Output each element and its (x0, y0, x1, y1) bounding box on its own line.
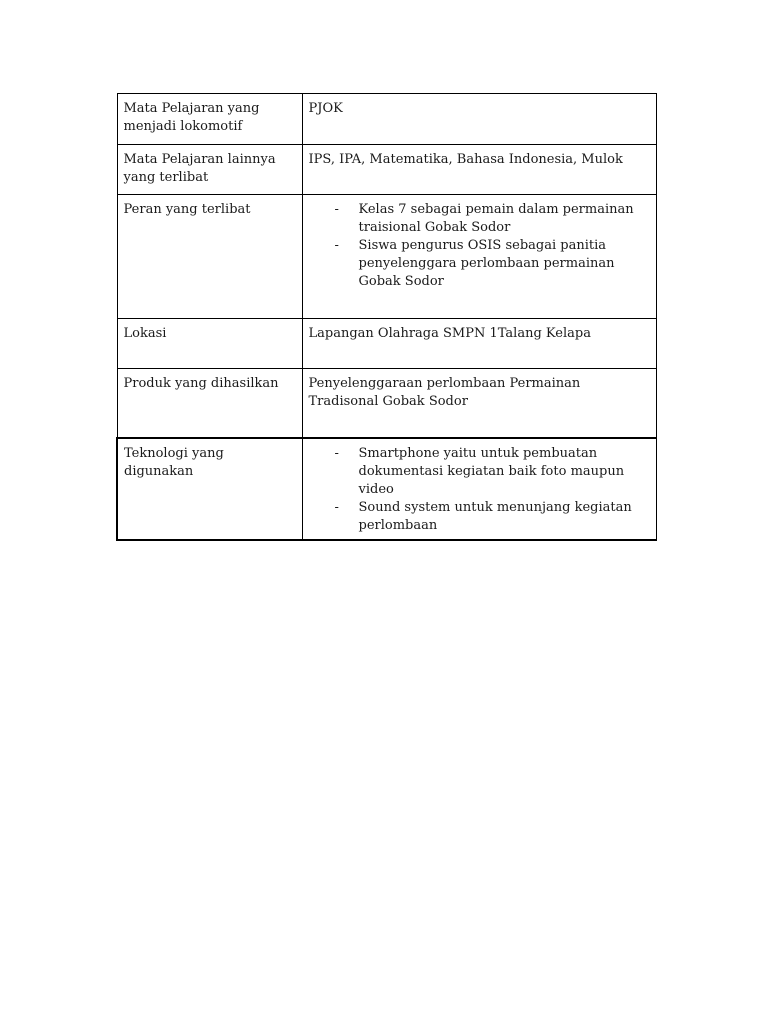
list-item (335, 499, 651, 535)
list-item-text: Sound system untuk menunjang kegiatan perlombaan (358, 499, 632, 533)
bullet-dash: - (334, 445, 339, 461)
list-item (335, 237, 651, 291)
row-value: Penyelenggaraan perlombaan Permainan Tradisonal Gobak Sodor (302, 369, 657, 438)
row-value (302, 438, 657, 540)
row-label: Lokasi (117, 319, 302, 369)
bullet-dash: - (334, 499, 339, 515)
list-item (335, 201, 651, 237)
row-label: Mata Pelajaran lainnya yang terlibat (117, 145, 302, 195)
row-label: Teknologi yang digunakan (117, 438, 302, 540)
bullet-list (309, 201, 651, 291)
list-item-text: Smartphone yaitu untuk pembuatan dokumentasi kegiatan baik foto maupun video (358, 445, 625, 497)
bullet-list (309, 445, 651, 535)
bullet-dash: - (334, 238, 339, 253)
bullet-dash: - (334, 202, 339, 217)
row-label: Produk yang dihasilkan (117, 369, 302, 438)
row-value (302, 195, 657, 319)
list-item-text: Kelas 7 sebagai pemain dalam permainan traisional Gobak Sodor (358, 202, 634, 235)
list-item (335, 445, 651, 499)
project-info-table (116, 93, 657, 541)
table-row (117, 195, 657, 319)
table-row (117, 319, 657, 369)
row-value: IPS, IPA, Matematika, Bahasa Indonesia, Mulok (302, 145, 657, 195)
table-row (117, 145, 657, 195)
table-row (117, 369, 657, 438)
row-label: Mata Pelajaran yang menjadi lokomotif (117, 94, 302, 145)
row-label: Peran yang terlibat (117, 195, 302, 319)
row-value: PJOK (302, 94, 657, 145)
table-row (117, 438, 657, 540)
row-value: Lapangan Olahraga SMPN 1Talang Kelapa (302, 319, 657, 369)
table-row (117, 94, 657, 145)
list-item-text: Siswa pengurus OSIS sebagai panitia penyelenggara perlombaan permainan Gobak Sodor (358, 238, 615, 289)
